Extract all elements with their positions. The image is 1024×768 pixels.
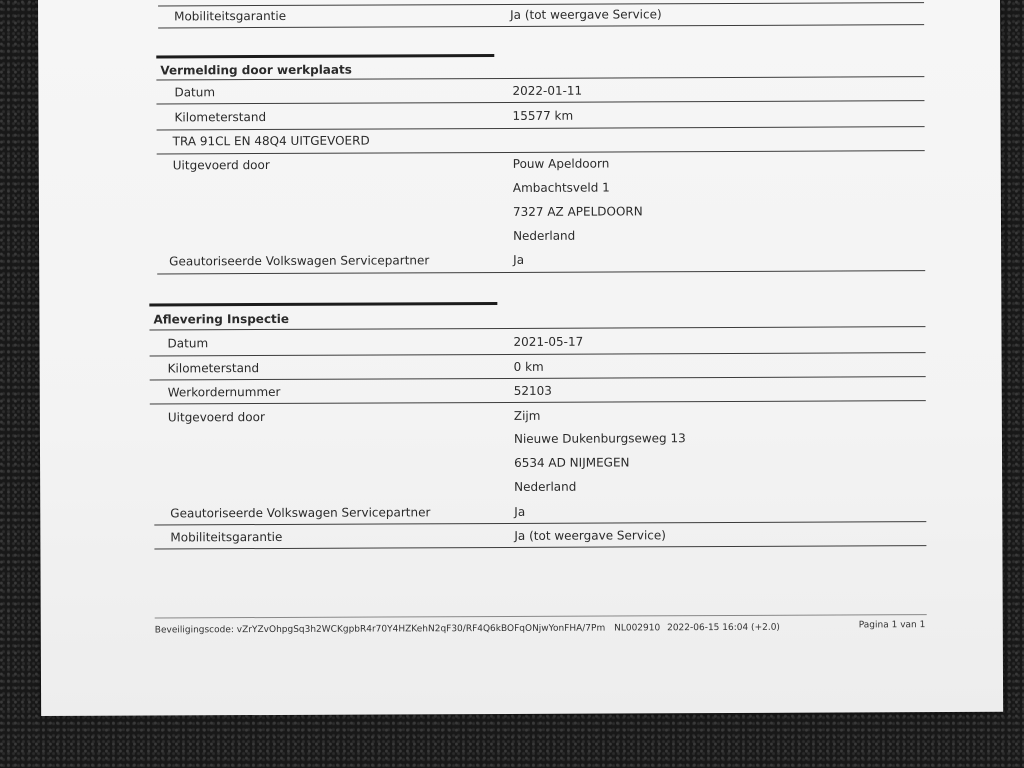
top-mobiliteit-row	[38, 6, 1000, 34]
document-page	[38, 0, 1003, 716]
section1-title: Vermelding door werkplaats	[160, 62, 352, 78]
footer-security	[155, 623, 780, 636]
section2-title: Aflevering Inspectie	[153, 311, 290, 327]
section2-address-line-1: Zijm	[513, 408, 541, 423]
document-id: NL002910	[614, 623, 661, 634]
section1-partner-value: Ja	[513, 252, 525, 267]
section1-address-line-3: 7327 AZ APELDOORN	[512, 204, 643, 219]
section2-title-rule	[149, 326, 925, 330]
section2-mobiliteit-value: Ja (tot weergave Service)	[514, 528, 666, 543]
section1-address-line-1: Pouw Apeldoorn	[512, 156, 610, 171]
section1-address-line-4: Nederland	[513, 228, 576, 243]
section1-door-label: Uitgevoerd door	[172, 157, 270, 173]
section1-km-value: 15577 km	[512, 108, 574, 123]
section2-mobiliteit-row	[40, 527, 1002, 555]
security-code: vZrYZvOhpgSq3h2WCKgpbR4r70Y4HZKehN2qF30/RF4Q6kBOFqONjwYonFHA/7Pm	[236, 623, 606, 636]
section2-partner-label: Geautoriseerde Volkswagen Servicepartner	[170, 505, 431, 521]
section2-km-label: Kilometerstand	[167, 361, 260, 376]
section1-datum-value: 2022-01-11	[512, 83, 583, 98]
section2-door-label: Uitgevoerd door	[167, 410, 265, 425]
section1-heavy-rule	[156, 54, 494, 58]
section2-werkorder-value: 52103	[513, 383, 552, 398]
section1-partner-label: Geautoriseerde Volkswagen Servicepartner	[169, 253, 430, 269]
section2-datum-value: 2021-05-17	[513, 334, 584, 349]
section2-werkorder-row	[40, 382, 1002, 410]
top-mobiliteit-label: Mobiliteitsgarantie	[174, 8, 287, 24]
section2-partner-value: Ja	[514, 504, 526, 519]
section2-address-line-2: Nieuwe Dukenburgseweg 13	[513, 431, 686, 446]
section2-address-line-3: 6534 AD NIJMEGEN	[514, 455, 630, 470]
footer-rule	[155, 614, 927, 618]
section2-km-value: 0 km	[513, 359, 544, 374]
section2-address-row-4	[40, 478, 1002, 506]
section2-datum-row	[39, 333, 1001, 361]
section1-address-line-2: Ambachtsveld 1	[512, 180, 610, 195]
top-mobiliteit-value: Ja (tot weergave Service)	[510, 7, 662, 22]
section1-datum-label: Datum	[174, 85, 216, 100]
section1-partner-row	[39, 251, 1001, 279]
section2-mobiliteit-label: Mobiliteitsgarantie	[170, 529, 283, 545]
section2-werkorder-label: Werkordernummer	[167, 384, 281, 400]
section2-heavy-rule	[149, 302, 497, 307]
page-indicator: Pagina 1 van 1	[858, 620, 926, 631]
security-label: Beveiligingscode:	[154, 625, 234, 636]
section1-datum-row	[38, 82, 1000, 110]
section2-datum-label: Datum	[167, 336, 209, 351]
section1-km-label: Kilometerstand	[174, 110, 267, 125]
section1-note: TRA 91CL EN 48Q4 UITGEVOERD	[172, 133, 370, 149]
section2-address-line-4: Nederland	[514, 479, 577, 494]
document-timestamp: 2022-06-15 16:04 (+2.0)	[667, 622, 780, 634]
